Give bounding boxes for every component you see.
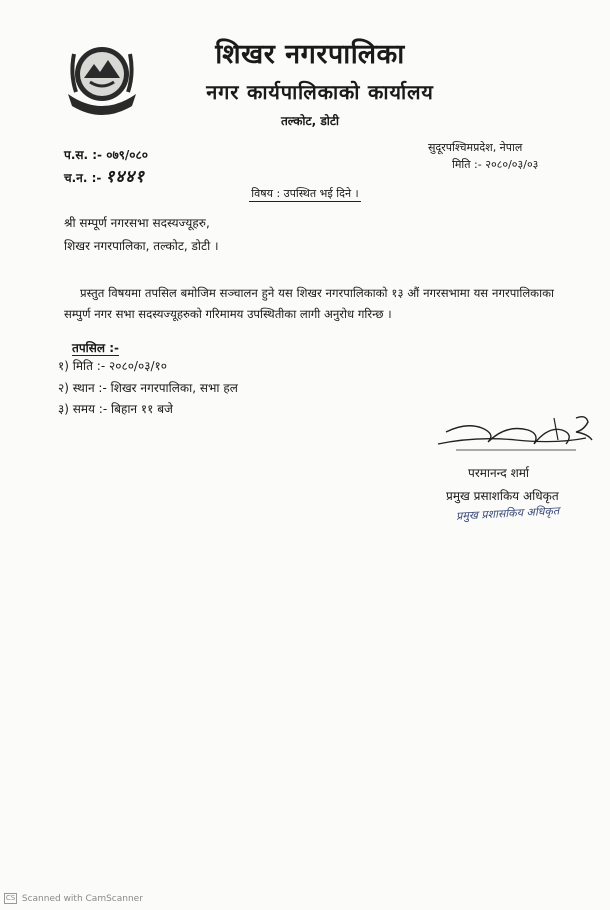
scanner-footer — [4, 893, 143, 904]
camscanner-icon: CS — [5, 894, 16, 902]
signatory-title: प्रमुख प्रसाशकिय अधिकृत — [446, 489, 559, 503]
cn-number — [64, 164, 145, 187]
handwritten-signature-icon — [436, 410, 596, 456]
date-line — [452, 157, 538, 172]
ps-label: प.स. :- — [64, 148, 103, 162]
cn-label: च.न. :- — [64, 171, 102, 185]
cn-value: १४४१ — [105, 167, 145, 187]
scanner-text: Scanned with CamScanner — [21, 894, 143, 904]
letter-body: प्रस्तुत विषयमा तपसिल बमोजिम सञ्चालन हुने यस शिखर नगरपालिकाको १३ औं नगरसभामा यस नगरपालिकाका सम्पुर्ण नगर सभा सदस्यज्यूहरुको गरिमामय उपस्थितीका लागी अनुरोध गरिन्छ । — [64, 286, 554, 321]
signatory-stamp: प्रमुख प्रशासकिय अधिकृत — [455, 504, 560, 523]
municipality-emblem-icon — [60, 34, 144, 118]
tapsil-item: १) मिति :- २०८०/०३/१० — [58, 359, 167, 373]
tapsil-item: २) स्थान :- शिखर नगरपालिका, सभा हल — [58, 381, 238, 395]
office-title: नगर कार्यपालिकाको कार्यालय — [206, 80, 434, 104]
ps-value: ०७९/०८० — [106, 148, 149, 162]
tapsil-heading — [72, 339, 119, 356]
signatory-name: परमानन्द शर्मा — [468, 466, 530, 480]
office-location: तल्कोट, डोटी — [280, 114, 340, 128]
date-value: २०८०/०३/०३ — [485, 158, 539, 171]
tapsil-heading-text: तपसिल :- — [72, 341, 119, 355]
recipient-line-1: श्री सम्पूर्ण नगरसभा सदस्यज्यूहरु, — [64, 216, 210, 230]
recipient-line-2: शिखर नगरपालिका, तल्कोट, डोटी । — [64, 239, 219, 253]
ps-number — [64, 146, 148, 163]
subject-text: विषय : उपस्थित भई दिने । — [251, 187, 359, 200]
subject-line — [0, 186, 610, 201]
tapsil-item: ३) समय :- बिहान ११ बजे — [58, 402, 173, 416]
province-line: सुदूरपश्चिमप्रदेश, नेपाल — [428, 141, 523, 154]
date-label: मिति :- — [452, 158, 482, 171]
municipality-title: शिखर नगरपालिका — [215, 39, 405, 70]
